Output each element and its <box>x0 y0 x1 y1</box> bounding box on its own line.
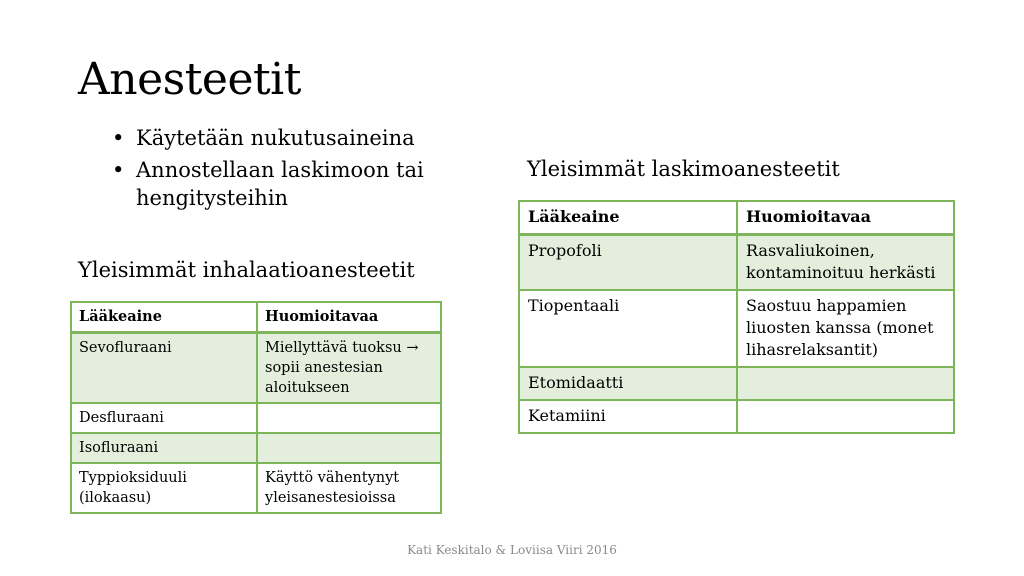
table-cell: Isofluraani <box>71 433 257 463</box>
bullet-item <box>112 124 472 152</box>
table-cell: Käyttö vähentynyt yleisanestesioissa <box>257 463 441 513</box>
table-header-row <box>71 302 441 333</box>
bullet-text: Annostellaan laskimoon tai hengitysteihin <box>136 158 424 210</box>
table-cell: Saostuu happamien liuosten kanssa (monet lihasrelaksantit) <box>737 290 954 367</box>
table-cell <box>257 433 441 463</box>
table-row <box>519 367 954 400</box>
table-cell: Typpioksiduuli (ilokaasu) <box>71 463 257 513</box>
column-header: Lääkeaine <box>519 201 737 235</box>
table-row <box>71 433 441 463</box>
slide-footer: Kati Keskitalo & Loviisa Viiri 2016 <box>407 543 617 557</box>
table-cell <box>257 403 441 433</box>
table-row <box>71 463 441 513</box>
table-cell: Desfluraani <box>71 403 257 433</box>
table-row <box>519 290 954 367</box>
column-header: Lääkeaine <box>71 302 257 333</box>
column-header: Huomioitavaa <box>257 302 441 333</box>
bullet-item <box>112 156 472 212</box>
table-row <box>71 333 441 404</box>
intravenous-table <box>518 200 955 434</box>
intravenous-heading: Yleisimmät laskimoanesteetit <box>527 157 840 181</box>
table-cell: Ketamiini <box>519 400 737 433</box>
slide-title: Anesteetit <box>78 54 301 105</box>
column-header: Huomioitavaa <box>737 201 954 235</box>
bullet-text: Käytetään nukutusaineina <box>136 126 415 150</box>
table-cell: Tiopentaali <box>519 290 737 367</box>
inhalation-heading: Yleisimmät inhalaatioanesteetit <box>78 258 415 282</box>
table-cell <box>737 400 954 433</box>
table-header-row <box>519 201 954 235</box>
table-row <box>71 403 441 433</box>
table-cell <box>737 367 954 400</box>
table-cell: Rasvaliukoinen, kontaminoituu herkästi <box>737 235 954 291</box>
bullet-icon: • <box>112 158 125 182</box>
bullet-icon: • <box>112 126 125 150</box>
table-row <box>519 235 954 291</box>
table-row <box>519 400 954 433</box>
inhalation-table <box>70 301 442 514</box>
bullet-list <box>112 124 472 216</box>
table-cell: Etomidaatti <box>519 367 737 400</box>
table-cell: Propofoli <box>519 235 737 291</box>
table-cell: Miellyttävä tuoksu → sopii anestesian aloitukseen <box>257 333 441 404</box>
table-cell: Sevofluraani <box>71 333 257 404</box>
